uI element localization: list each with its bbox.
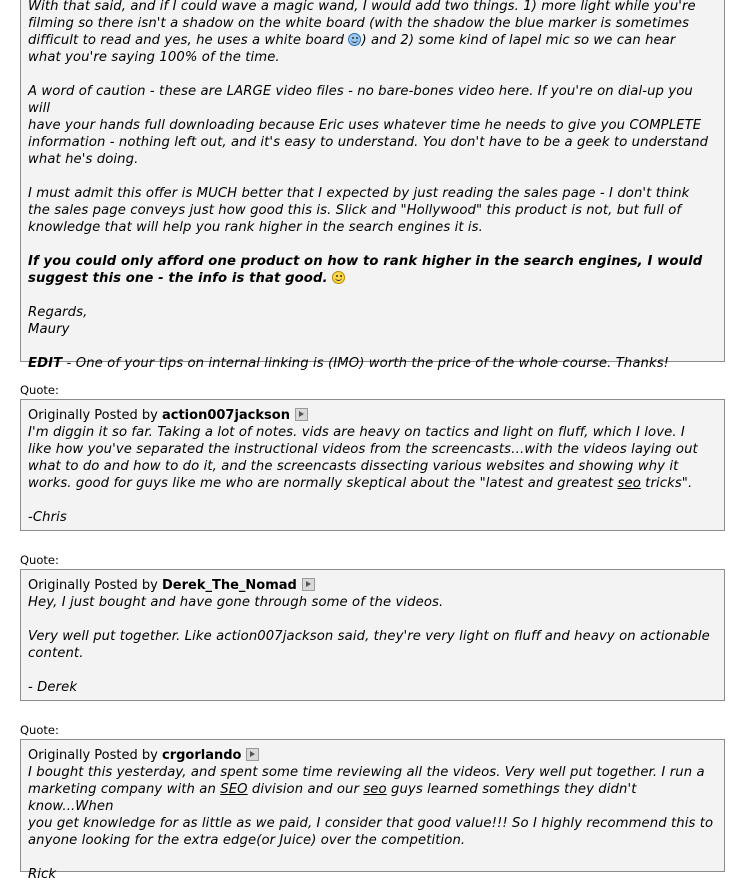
view-post-icon[interactable] bbox=[295, 408, 308, 421]
keyword-link[interactable]: SEO bbox=[220, 782, 248, 797]
post-line: A word of caution - these are LARGE video files - no bare-bones video here. If you're on dial-up you will bbox=[28, 84, 693, 116]
quote-author[interactable]: Derek_The_Nomad bbox=[161, 578, 297, 593]
quote-label: Quote: bbox=[20, 723, 59, 737]
post-line: knowledge that will help you rank higher in the search engines it is. bbox=[28, 220, 483, 235]
quote-line: works. good for guys like me who are normally skeptical about the "latest and greatest seo tricks". bbox=[28, 476, 693, 491]
post-line: filming so there isn't a shadow on the white board (with the shadow the blue marker is sometimes bbox=[28, 16, 690, 31]
quote-line: like how you've separated the instructional videos from the screencasts…with the videos laying out bbox=[28, 442, 698, 457]
post-line-bold: suggest this one - the info is that good. bbox=[28, 270, 717, 287]
quote-line: you get knowledge for as little as we paid, I consider that good value!!! So I highly recommend this to bbox=[28, 816, 714, 831]
quote-line: I'm diggin it so far. Taking a lot of notes. vids are heavy on tactics and light on fluff, which I love. I bbox=[28, 425, 685, 440]
quote-line: content. bbox=[28, 646, 84, 661]
quote-block bbox=[20, 739, 725, 882]
quote-attribution: Originally Posted by crgorlando bbox=[28, 747, 717, 764]
post-line: the sales page conveys just how good this is. Slick and "Hollywood" this product is not, but full of bbox=[28, 203, 682, 218]
quote-label: Quote: bbox=[20, 553, 59, 567]
quote-signature: - Derek bbox=[28, 680, 78, 695]
quote-line: Very well put together. Like action007jackson said, they're very light on fluff and heavy on actionable bbox=[28, 629, 710, 644]
quote-label: Quote: bbox=[20, 383, 59, 397]
post-line-bold: If you could only afford one product on how to rank higher in the search engines, I would bbox=[28, 254, 703, 269]
quote-author[interactable]: action007jackson bbox=[161, 408, 290, 423]
post-line: Regards, bbox=[28, 305, 88, 320]
quote-signature: -Chris bbox=[28, 510, 67, 525]
post-signature: Maury bbox=[28, 322, 70, 337]
quote-block bbox=[20, 399, 725, 531]
quote-attribution: Originally Posted by Derek_The_Nomad bbox=[28, 577, 717, 594]
view-post-icon[interactable] bbox=[246, 748, 259, 761]
quote-author[interactable]: crgorlando bbox=[161, 748, 242, 763]
keyword-link[interactable]: seo bbox=[617, 476, 641, 491]
post-line: what you're saying 100% of the time. bbox=[28, 50, 280, 65]
post-line: difficult to read and yes, he uses a white board ) and 2) some kind of lapel mic so we can hear bbox=[28, 33, 676, 48]
quote-signature: Rick bbox=[28, 867, 57, 882]
post-line: have your hands full downloading because Eric uses whatever time he needs to give you COMPLETE bbox=[28, 118, 702, 133]
post-line: With that said, and if I could wave a magic wand, I would add two things. 1) more light while you're bbox=[28, 0, 696, 14]
post-line: what he's doing. bbox=[28, 152, 139, 167]
quote-line: marketing company with an SEO division and our seo guys learned somethings they didn't know...When bbox=[28, 782, 637, 814]
quote-block bbox=[20, 569, 725, 701]
view-post-icon[interactable] bbox=[302, 578, 315, 591]
quote-line: what to do and how to do it, and the screencasts dissecting various websites and showing why it bbox=[28, 459, 679, 474]
smile-emoticon-icon bbox=[332, 271, 345, 284]
post-line: information - nothing left out, and it's easy to understand. You don't have to be a geek to understand bbox=[28, 135, 709, 150]
smile-emoticon-icon bbox=[348, 33, 361, 46]
keyword-link[interactable]: seo bbox=[363, 782, 387, 797]
quote-line: anyone looking for the extra edge(or Juice) over the competition. bbox=[28, 833, 466, 848]
quote-line: I bought this yesterday, and spent some time reviewing all the videos. Very well put together. I run a bbox=[28, 765, 705, 780]
post-line: I must admit this offer is MUCH better that I expected by just reading the sales page - I don't think bbox=[28, 186, 690, 201]
post-line: EDIT - One of your tips on internal linking is (IMO) worth the price of the whole course. Thanks! bbox=[28, 356, 670, 371]
post-body bbox=[20, 0, 725, 371]
quote-attribution: Originally Posted by action007jackson bbox=[28, 407, 717, 424]
edit-label: EDIT bbox=[28, 356, 63, 371]
quote-line: Hey, I just bought and have gone through some of the videos. bbox=[28, 595, 444, 610]
